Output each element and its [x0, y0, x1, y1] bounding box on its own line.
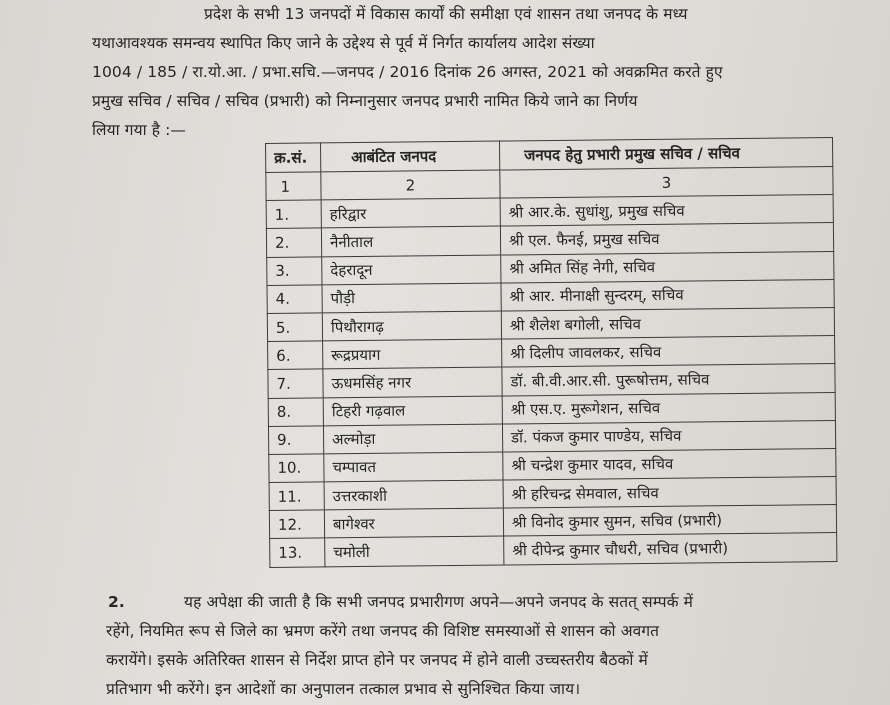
serial-cell: 4. — [267, 285, 322, 314]
district-cell: पिथौरागढ़ — [322, 311, 501, 341]
officer-cell: श्री विनोद कुमार सुमन, सचिव (प्रभारी) — [503, 505, 836, 537]
para2-line: प्रतिभाग भी करेंगे। इन आदेशों का अनुपालन तत्काल प्रभाव से सुनिश्चित किया जाय। — [106, 680, 581, 698]
header-district: आबंटित जनपद — [321, 141, 500, 172]
officer-cell: श्री चन्द्रेश कुमार यादव, सचिव — [503, 448, 836, 480]
district-cell: ऊधमसिंह नगर — [323, 367, 502, 397]
para2-line — [108, 588, 888, 617]
officer-cell: श्री एल. फैनई, प्रमुख सचिव — [500, 223, 833, 255]
serial-cell: 8. — [268, 397, 323, 426]
district-cell: बागेश्वर — [324, 508, 503, 538]
serial-cell: 5. — [267, 313, 322, 342]
district-cell: उत्तरकाशी — [324, 480, 503, 510]
serial-cell: 7. — [268, 369, 323, 398]
officer-cell: श्री शैलेश बगोली, सचिव — [501, 307, 834, 339]
serial-cell: 11. — [269, 482, 324, 511]
officer-cell: श्री दिलीप जावलकर, सचिव — [502, 336, 835, 368]
district-allocation-table — [265, 137, 837, 568]
intro-line: प्रदेश के सभी 13 जनपदों में विकास कार्यों की समीक्षा एवं शासन तथा जनपद के मध्य — [204, 5, 688, 23]
district-cell: देहरादून — [322, 255, 501, 285]
intro-line: लिया गया है :— — [92, 121, 186, 139]
intro-paragraph — [92, 0, 872, 145]
intro-line: यथाआवश्यक समन्वय स्थापित किए जाने के उद्देश्य से पूर्व में निर्गत कार्यालय आदेश संख्या — [92, 34, 595, 52]
para2-text: यह अपेक्षा की जाती है कि सभी जनपद प्रभारीगण अपने—अपने जनपद के सतत् सम्पर्क में — [184, 593, 694, 611]
paragraph-2 — [108, 588, 888, 704]
intro-line: प्रमुख सचिव / सचिव / सचिव (प्रभारी) को निम्नानुसार जनपद प्रभारी नामित किये जाने का निर्णय — [92, 92, 638, 110]
serial-cell: 13. — [270, 538, 325, 567]
para2-line: करायेंगे। इसके अतिरिक्त शासन से निर्देश प्राप्त होने पर जनपद में होने वाली उच्चस्तरीय बैठकों में — [106, 651, 648, 669]
para2-line: रहेंगे, नियमित रूप से जिले का भ्रमण करेंगे तथा जनपद की विशिष्ट समस्याओं से शासन को अवगत — [106, 622, 660, 640]
header-officer: जनपद हेतु प्रभारी प्रमुख सचिव / सचिव — [499, 138, 832, 170]
serial-cell: 3. — [267, 256, 322, 285]
serial-cell: 1. — [266, 200, 321, 229]
index-cell: 3 — [500, 167, 833, 199]
officer-cell: श्री आर. मीनाक्षी सुन्दरम्, सचिव — [501, 279, 834, 311]
district-cell: रूद्रप्रयाग — [323, 339, 502, 369]
officer-cell: श्री दीपेन्द्र कुमार चौधरी, सचिव (प्रभारी) — [504, 533, 837, 565]
officer-cell: डॉ. बी.वी.आर.सी. पुरूषोत्तम, सचिव — [502, 364, 835, 396]
serial-cell: 6. — [268, 341, 323, 370]
index-cell: 2 — [321, 170, 500, 200]
officer-cell: श्री आर.के. सुधांशु, प्रमुख सचिव — [500, 195, 833, 227]
serial-cell: 10. — [269, 454, 324, 483]
district-cell: पौड़ी — [322, 283, 501, 313]
district-cell: नैनीताल — [321, 226, 500, 256]
district-cell: हरिद्वार — [321, 198, 500, 228]
officer-cell: डॉ. पंकज कुमार पाण्डेय, सचिव — [502, 420, 835, 452]
header-serial: क्र.सं. — [266, 143, 321, 173]
district-cell: अल्मोड़ा — [323, 424, 502, 454]
serial-cell: 12. — [269, 510, 324, 539]
officer-cell: श्री एस.ए. मुरूगेशन, सचिव — [502, 392, 835, 424]
intro-line: 1004 / 185 / रा.यो.आ. / प्रभा.सचि.—जनपद / 2016 दिनांक 26 अगस्त, 2021 को अवक्रमित करते हुए — [92, 63, 723, 81]
district-cell: टिहरी गढ़वाल — [323, 396, 502, 426]
district-cell: चम्पावत — [324, 452, 503, 482]
serial-cell: 9. — [268, 426, 323, 455]
district-cell: चमोली — [325, 536, 504, 566]
paragraph-number: 2. — [108, 593, 125, 611]
table-row — [270, 533, 837, 567]
officer-cell: श्री हरिचन्द्र सेमवाल, सचिव — [503, 477, 836, 509]
serial-cell: 2. — [266, 228, 321, 257]
index-cell: 1 — [266, 172, 321, 201]
officer-cell: श्री अमित सिंह नेगी, सचिव — [501, 251, 834, 283]
